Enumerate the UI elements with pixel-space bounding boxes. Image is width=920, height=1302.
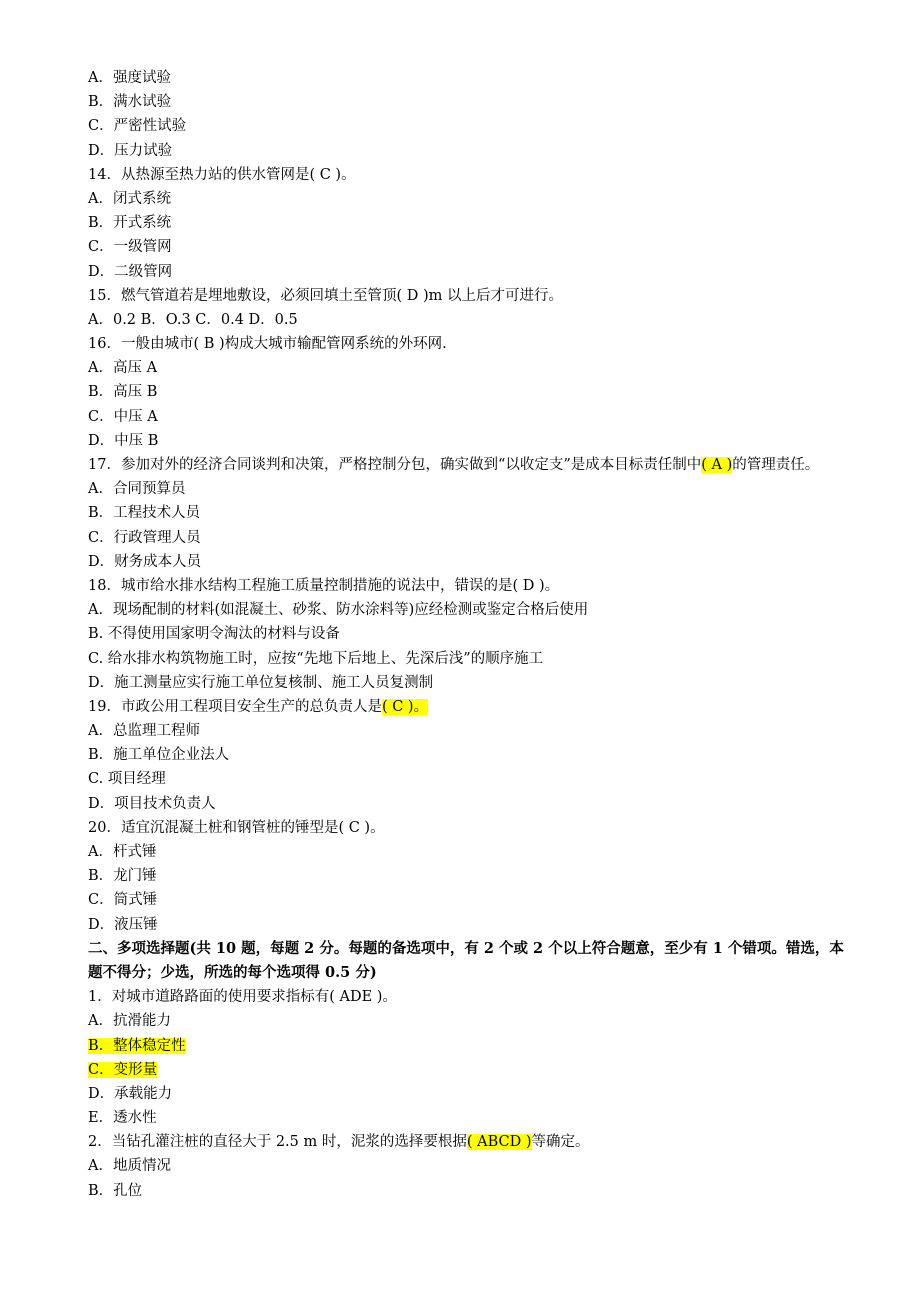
- text-line: [88, 90, 848, 114]
- highlighted-text: ( A ): [701, 457, 733, 473]
- text-line: [88, 477, 848, 501]
- document-page: [88, 66, 848, 1203]
- line-text: C. 给水排水构筑物施工时，应按“先地下后地上、先深后浅”的顺序施工: [88, 650, 544, 667]
- text-line: [88, 211, 848, 235]
- text-line: [88, 356, 848, 380]
- line-text: B．孔位: [88, 1182, 143, 1199]
- text-line: [88, 380, 848, 404]
- line-text: D．财务成本人员: [88, 553, 202, 570]
- line-text: C．一级管网: [88, 239, 172, 256]
- line-text: 20．适宜沉混凝土桩和钢管桩的锤型是( C )。: [88, 819, 385, 836]
- text-line: [88, 1154, 848, 1178]
- line-text: D．压力试验: [88, 142, 173, 159]
- line-text: A．强度试验: [88, 70, 171, 86]
- text-line: [88, 792, 848, 816]
- line-text: B．施工单位企业法人: [88, 747, 230, 764]
- text-line: [88, 235, 848, 259]
- line-text: 二、多项选择题(共 10 题，每题 2 分。每题的备选项中，有 2 个或 2 个以上符合题意，至少有 1 个错项。错选，本题不得分；少选，所选的每个选项得 0.5 分): [88, 939, 844, 981]
- line-text: B．满水试验: [88, 94, 172, 111]
- text-line: [88, 163, 848, 187]
- text-line: [88, 767, 848, 791]
- text-line: [88, 1009, 848, 1033]
- line-text: 14．从热源至热力站的供水管网是( C )。: [88, 166, 356, 183]
- line-text: C．筒式锤: [88, 892, 158, 909]
- line-text: A．闭式系统: [88, 190, 171, 207]
- line-text: 的管理责任。: [732, 457, 820, 473]
- line-text: A．地质情况: [88, 1158, 171, 1175]
- text-line: [88, 1082, 848, 1106]
- line-text: D．项目技术负责人: [88, 795, 216, 812]
- text-line: [88, 66, 848, 90]
- line-text: C．行政管理人员: [88, 529, 201, 546]
- text-line: [88, 816, 848, 840]
- text-line: [88, 453, 848, 477]
- text-line: [88, 840, 848, 864]
- line-text: A．高压 A: [88, 360, 158, 377]
- text-line: [88, 187, 848, 211]
- text-line: [88, 888, 848, 912]
- line-text: B．龙门锤: [88, 868, 157, 885]
- text-line: [88, 1058, 848, 1082]
- line-text: 19．市政公用工程项目安全生产的总负责人是: [88, 698, 382, 715]
- line-text: D．液压锤: [88, 916, 158, 933]
- highlighted-text: ( C )。: [381, 698, 429, 715]
- highlighted-text: ( ABCD ): [466, 1134, 532, 1151]
- line-text: B．高压 B: [88, 384, 158, 401]
- line-text: B. 不得使用国家明令淘汰的材料与设备: [88, 626, 340, 643]
- text-line: [88, 985, 848, 1009]
- line-text: A．总监理工程师: [88, 723, 200, 740]
- text-line: [88, 284, 848, 308]
- text-line: [88, 405, 848, 429]
- text-line: [88, 501, 848, 525]
- text-line: [88, 719, 848, 743]
- text-line: [88, 139, 848, 163]
- line-text: 2．当钻孔灌注桩的直径大于 2.5 m 时，泥浆的选择要根据: [88, 1134, 467, 1151]
- line-text: B．开式系统: [88, 215, 172, 232]
- text-line: [88, 598, 848, 622]
- line-text: D．施工测量应实行施工单位复核制、施工人员复测制: [88, 674, 434, 691]
- text-line: [88, 1106, 848, 1130]
- highlighted-text: C．变形量: [88, 1061, 158, 1078]
- line-text: 15．燃气管道若是埋地敷设，必须回填土至管顶( D )m 以上后才可进行。: [88, 287, 563, 304]
- text-line: [88, 308, 848, 332]
- text-line: [88, 743, 848, 767]
- text-line: [88, 574, 848, 598]
- text-line: [88, 1034, 848, 1058]
- line-text: E．透水性: [88, 1110, 157, 1127]
- line-text: B．工程技术人员: [88, 505, 201, 522]
- line-text: A．0.2 B．O.3 C．0.4 D．0.5: [88, 311, 298, 328]
- text-line: [88, 671, 848, 695]
- line-text: C．严密性试验: [88, 118, 187, 135]
- line-text: 1．对城市道路路面的使用要求指标有( ADE )。: [88, 989, 397, 1006]
- line-text: 等确定。: [531, 1134, 590, 1151]
- line-text: A．杆式锤: [88, 844, 157, 861]
- text-line: [88, 647, 848, 671]
- line-text: D．承载能力: [88, 1085, 173, 1102]
- text-line: [88, 526, 848, 550]
- text-line: [88, 913, 848, 937]
- text-line: [88, 550, 848, 574]
- line-text: C．中压 A: [88, 408, 158, 425]
- highlighted-text: B．整体稳定性: [88, 1037, 186, 1054]
- line-text: A．抗滑能力: [88, 1013, 171, 1030]
- text-line: [88, 864, 848, 888]
- text-line: [88, 1130, 848, 1154]
- line-text: C. 项目经理: [88, 771, 166, 788]
- text-line: [88, 260, 848, 284]
- line-text: 17．参加对外的经济合同谈判和决策，严格控制分包，确实做到“以收定支”是成本目标责任制中: [88, 457, 702, 473]
- line-text: 16．一般由城市( B )构成大城市输配管网系统的外环网.: [88, 336, 447, 353]
- text-line: [88, 429, 848, 453]
- line-text: A．现场配制的材料(如混凝土、砂浆、防水涂料等)应经检测或鉴定合格后使用: [88, 602, 589, 619]
- text-line: [88, 332, 848, 356]
- text-line: [88, 114, 848, 138]
- text-line: [88, 1179, 848, 1203]
- line-text: D．二级管网: [88, 263, 173, 280]
- line-text: A．合同预算员: [88, 481, 186, 498]
- text-line: [88, 622, 848, 646]
- text-line: [88, 937, 848, 985]
- line-text: D．中压 B: [88, 432, 159, 449]
- line-text: 18．城市给水排水结构工程施工质量控制措施的说法中，错误的是( D )。: [88, 577, 560, 594]
- text-line: [88, 695, 848, 719]
